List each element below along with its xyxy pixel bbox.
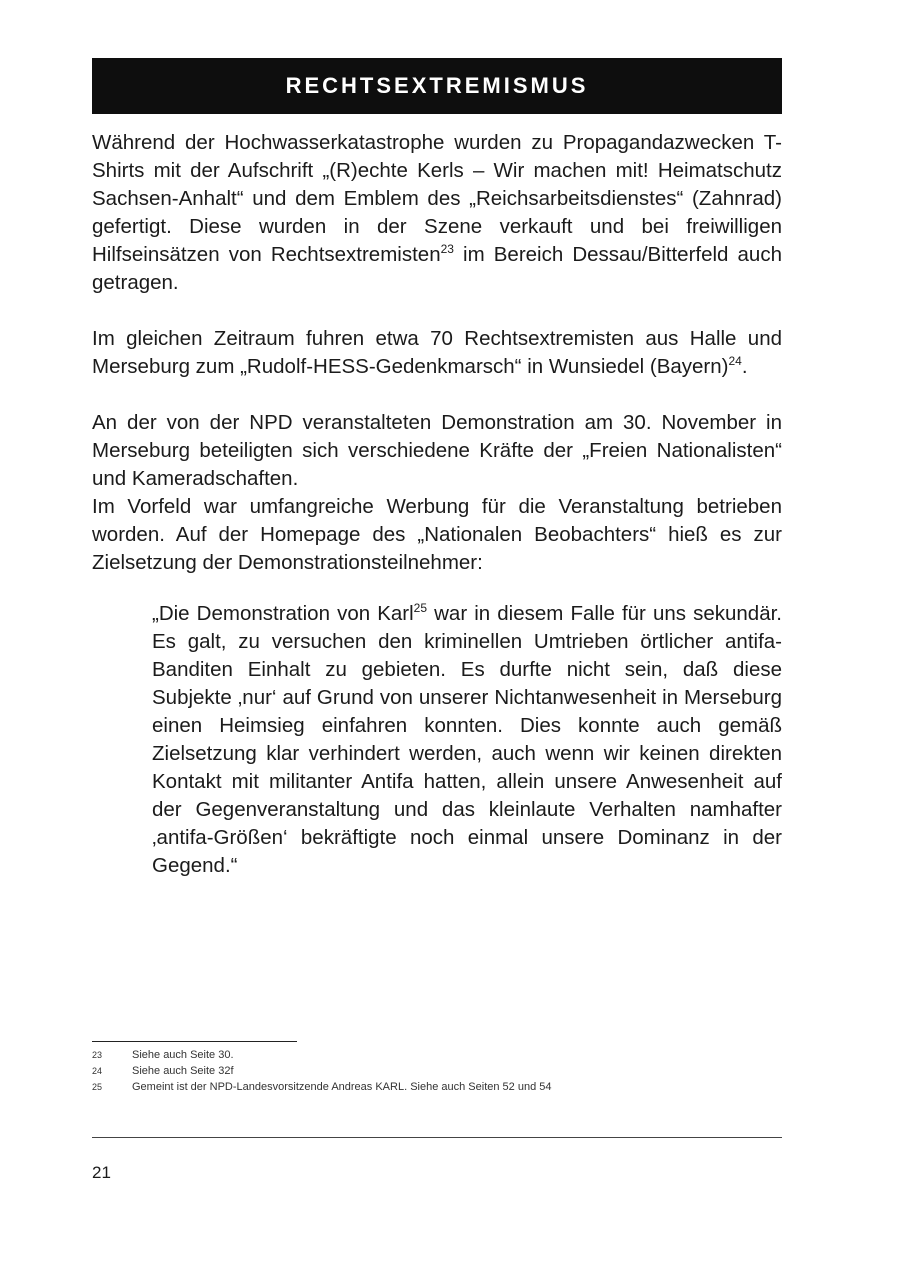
footnote-number: 25 xyxy=(92,1082,103,1092)
paragraph-2 xyxy=(92,325,782,381)
section-title: RECHTSEXTREMISMUS xyxy=(285,73,589,98)
footnote-divider xyxy=(92,1041,297,1042)
footnote-23 xyxy=(92,1047,782,1063)
footnote-ref-25: 25 xyxy=(413,601,428,616)
paragraph-2-text: Im gleichen Zeitraum fuhren etwa 70 Rechtsextremisten aus Halle und Merseburg zum „Rudolf-HESS-Gedenkmarsch“ in Wunsiedel (Bayern) xyxy=(92,327,782,378)
footnote-number: 23 xyxy=(92,1050,103,1060)
quote-text-end: war in diesem Falle für uns sekundär. Es galt, zu versuchen den kriminellen Umtrieben örtlicher antifa-Banditen Einhalt zu gebieten. Es durfte nicht sein, daß diese Subjekte ‚nur‘ auf Grund von unserer Nichtanwesenheit in Merseburg einen Heimsieg einfahren konnten. Dies konnte auch gemäß Zielsetzung klar verhindert werden, auch wenn wir keinen direkten Kontakt mit militanter Antifa hatten, allein unsere Anwesenheit auf der Gegenveranstaltung und das kleinlaute Verhalten namhafter ‚antifa-Größen‘ bekräftigte noch einmal unsere Dominanz in der Gegend.“ xyxy=(152,602,783,877)
page-number: 21 xyxy=(92,1163,111,1182)
footnote-text: Siehe auch Seite 30. xyxy=(132,1049,234,1061)
paragraph-2-text-end: . xyxy=(741,355,748,378)
page-footer-divider xyxy=(92,1137,782,1138)
paragraph-4: Im Vorfeld war umfangreiche Werbung für die Veranstaltung betrieben worden. Auf der Homepage des „Nationalen Beobachters“ hieß es zur Zielsetzung der Demonstrationsteilnehmer: xyxy=(92,495,782,574)
body-text xyxy=(92,129,782,880)
footnotes xyxy=(92,1047,782,1095)
footnote-number: 24 xyxy=(92,1066,103,1076)
paragraph-1-text-end: im Bereich Dessau/Bitterfeld auch getragen. xyxy=(92,243,782,294)
quote-text: „Die Demonstration von Karl xyxy=(152,602,414,625)
paragraph-3: An der von der NPD veranstalteten Demonstration am 30. November in Merseburg beteiligten sich verschiedene Kräfte der „Freien Nationalisten“ und Kameradschaften. xyxy=(92,411,782,490)
footnote-text: Gemeint ist der NPD-Landesvorsitzende Andreas KARL. Siehe auch Seiten 52 und 54 xyxy=(132,1081,552,1093)
footnote-ref-23: 23 xyxy=(440,242,454,257)
footnote-25 xyxy=(92,1079,782,1095)
paragraph-1 xyxy=(92,129,782,297)
block-quote xyxy=(152,600,782,880)
footnote-text: Siehe auch Seite 32f xyxy=(132,1065,234,1077)
footnote-24 xyxy=(92,1063,782,1079)
section-header xyxy=(92,58,782,114)
paragraph-1-text: Während der Hochwasserkatastrophe wurden zu Propagandazwecken T-Shirts mit der Aufschrift „(R)echte Kerls – Wir machen mit! Heimatschutz Sachsen-Anhalt“ und dem Emblem des „Reichsarbeitsdienstes“ (Zahnrad) gefertigt. Diese wurden in der Szene verkauft und bei freiwilligen Hilfseinsätzen von Rechtsextremisten xyxy=(92,131,782,266)
footnote-ref-24: 24 xyxy=(728,354,742,369)
